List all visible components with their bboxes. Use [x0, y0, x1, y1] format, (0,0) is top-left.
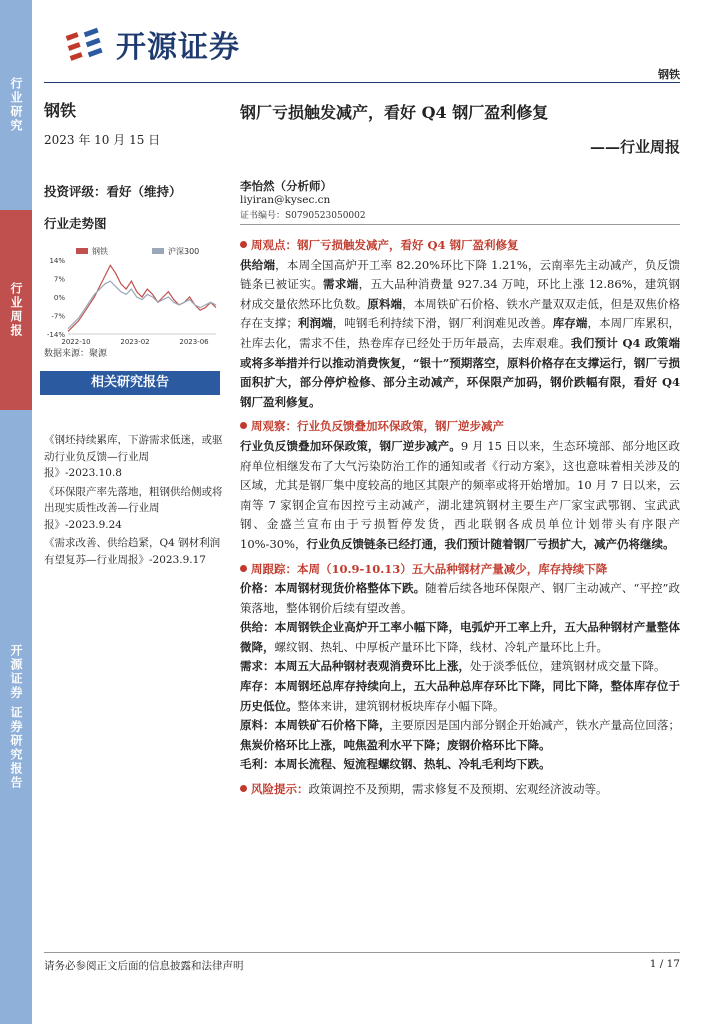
trend-chart-title: 行业走势图 [44, 216, 107, 231]
text: ，五大品种消费量 927.34 万吨，环比上涨 12.86%，建筑钢材成交量依然环比负数。 [240, 277, 681, 311]
text: ，本周铁矿石价格、铁水产量双双走低，但是双焦价格存在支撑； [240, 296, 681, 331]
legend-label: 钢铁 [92, 247, 108, 256]
bold-text: 供给端 [240, 257, 276, 272]
related-reports-header: 相关研究报告 [40, 371, 220, 395]
paragraph [240, 657, 680, 677]
paragraph [240, 256, 680, 413]
bold-text: 毛利：本周长流程、短流程螺纹钢、热轧、冷轧毛利均下跌。 [240, 757, 551, 772]
bold-text: 价格：本周钢材现货价格整体下跌。 [240, 581, 426, 596]
section-heading-tracking [240, 560, 680, 580]
sidebar-label-weekly: 行业周报 [9, 282, 23, 338]
bullet-icon [240, 422, 247, 429]
paragraph [240, 579, 680, 618]
series-line [68, 281, 216, 329]
analyst-divider [240, 224, 680, 225]
sidebar-block-brand [0, 410, 32, 1024]
text: ，本周厂库累积，社库去化，需求不佳，热卷库存已经处于历年最高，去库艰难。 [240, 316, 681, 350]
text: 9 月 15 日以来，生态环境部、部分地区政府单位相继发布了大气污染防治工作的通知或者《行动方案》，这也意味着相关涉及的区域，尤其是钢厂集中度较高的地区其限产的频率或将开始增加。10 月 7 日以来，云南等 7 家钢企宣布因控亏主动减产，湖北建筑钢材主要生产厂家宝武鄂钢、宝武武钢、金盛兰宣布由于亏损暂停发货，西北联钢各成员单位计划带头有序限产 10%-30%， [240, 438, 681, 551]
text: 主要原因是国内部分钢企开始减产，铁水产量高位回落； [390, 718, 681, 733]
main-content [240, 236, 680, 800]
y-tick-label: 7% [53, 275, 65, 284]
left-column [44, 98, 224, 232]
section-title: 周观察：行业负反馈叠加环保政策，钢厂逆步减产 [251, 419, 504, 434]
sidebar-block-weekly [0, 210, 32, 410]
section-title: 周观点：钢厂亏损触发减产，看好 Q4 钢厂盈利修复 [251, 238, 519, 252]
footer-disclaimer: 请务必参阅正文后面的信息披露和法律声明 [44, 960, 244, 972]
x-tick-label: 2023-02 [120, 338, 150, 346]
text: 螺纹钢、热轧、中厚板产量环比下降，线材、冷轧产量环比上升。 [274, 639, 608, 654]
sidebar-label-research: 行业研究 [9, 77, 23, 133]
sidebar [0, 0, 32, 1024]
x-tick-label: 2022-10 [61, 338, 91, 346]
bold-text: 我们预计 Q4 政策端或将多举措并行以推动消费恢复，“银十”预期落空，原料价格存在支撑运行，钢厂亏损面积扩大，部分停炉检修、部分主动减产，环保限产加码，钢价跌幅有限，看好 Q4 钢厂盈利修复。 [240, 335, 680, 409]
bold-text: 库存端 [552, 316, 588, 331]
sector-name: 钢铁 [44, 101, 77, 120]
bold-text: 行业负反馈链条已经打通，我们预计随着钢厂亏损扩大，减产仍将继续。 [306, 536, 675, 551]
paragraph [240, 716, 680, 755]
bullet-icon [240, 785, 247, 792]
header-sector-tag: 钢铁 [658, 68, 680, 81]
investment-rating: 投资评级：看好（维持） [44, 184, 182, 199]
trend-chart [44, 246, 224, 356]
related-report-item[interactable]: 《需求改善、供给趋紧，Q4 钢材利润有望复苏—行业周报》-2023.9.17 [44, 537, 221, 566]
analyst-cert: 证书编号：S0790523050002 [240, 211, 366, 221]
bullet-icon [240, 565, 247, 572]
analyst-email[interactable]: liyiran@kysec.cn [240, 194, 331, 206]
page-number: 1 / 17 [649, 958, 680, 970]
text: ，本周全国高炉开工率 82.20%环比下降 1.21%，云南率先主动减产，负反馈链条已被证实。 [240, 257, 680, 292]
legend-swatch [76, 248, 88, 254]
header-divider [44, 82, 680, 83]
x-tick-label: 2023-06 [179, 338, 209, 346]
section-title: 周跟踪：本周（10.9-10.13）五大品种钢材产量减少，库存持续下降 [251, 561, 608, 576]
brand-logo-icon [64, 24, 108, 64]
paragraph [240, 755, 680, 775]
risk-text: 政策调控不及预期，需求修复不及预期、宏观经济波动等。 [308, 782, 608, 797]
brand-name: 开源证券 [116, 30, 240, 65]
text: 处于淡季低位，建筑钢材成交量下降。 [470, 659, 666, 674]
bold-text: 焦炭价格环比上涨，吨焦盈利水平下降；废钢价格环比下降。 [240, 737, 551, 752]
bold-text: 利润端 [297, 316, 333, 331]
section-heading-view [240, 236, 680, 256]
paragraph [240, 437, 680, 555]
y-tick-label: 0% [53, 294, 65, 302]
related-reports-list [44, 432, 224, 570]
y-tick-label: 14% [49, 257, 65, 265]
bold-text: 需求：本周五大品种钢材表观消费环比上涨， [240, 659, 470, 674]
report-date: 2023 年 10 月 15 日 [44, 133, 161, 147]
analyst-name: 李怡然（分析师） [240, 179, 332, 193]
related-report-item[interactable]: 《环保限产率先落地，粗钢供给侧或将出现实质性改善—行业周报》-2023.9.24 [44, 485, 223, 531]
risk-warning [240, 780, 680, 800]
text: 随着后续各地环保限产、钢厂主动减产、“平控”政策落地，整体钢价后续有望改善。 [240, 581, 680, 615]
text: 整体来讲，建筑钢材板块库存小幅下降。 [297, 698, 505, 713]
text: ，吨钢毛利持续下滑，钢厂利润难见改善。 [332, 316, 553, 331]
bold-text: 库存：本周钢坯总库存持续向上，五大品种总库存环比下降，同比下降，整体库存位于历史低位。 [240, 679, 680, 713]
legend-swatch [152, 248, 164, 254]
report-subtitle: ——行业周报 [589, 138, 680, 156]
bullet-icon [240, 241, 247, 248]
bold-text: 供给：本周钢铁企业高炉开工率小幅下降，电弧炉开工率上升，五大品种钢材产量整体微降， [240, 620, 680, 654]
sidebar-block-research [0, 0, 32, 210]
series-line [68, 265, 216, 331]
y-tick-label: -7% [51, 312, 65, 321]
paragraph [240, 677, 680, 716]
report-title: 钢厂亏损触发减产，看好 Q4 钢厂盈利修复 [240, 103, 549, 122]
brand-logo [64, 22, 240, 66]
bold-text: 原料：本周铁矿石价格下降， [240, 718, 391, 733]
footer-divider [44, 952, 680, 953]
chart-source: 数据来源：聚源 [44, 349, 108, 359]
risk-label: 风险提示： [251, 782, 309, 797]
legend-label: 沪深300 [168, 247, 200, 256]
paragraph [240, 618, 680, 657]
bold-text: 行业负反馈叠加环保政策，钢厂逆步减产。 [240, 438, 461, 453]
related-report-item[interactable]: 《钢坯持续累库，下游需求低迷，或驱动行业负反馈—行业周报》-2023.10.8 [44, 434, 223, 479]
section-heading-observation [240, 417, 680, 437]
y-tick-label: -14% [46, 331, 65, 339]
bold-text: 需求端 [323, 277, 359, 292]
sidebar-label-brand: 开源证券 证券研究报告 [9, 643, 23, 791]
bold-text: 原料端 [367, 296, 403, 311]
